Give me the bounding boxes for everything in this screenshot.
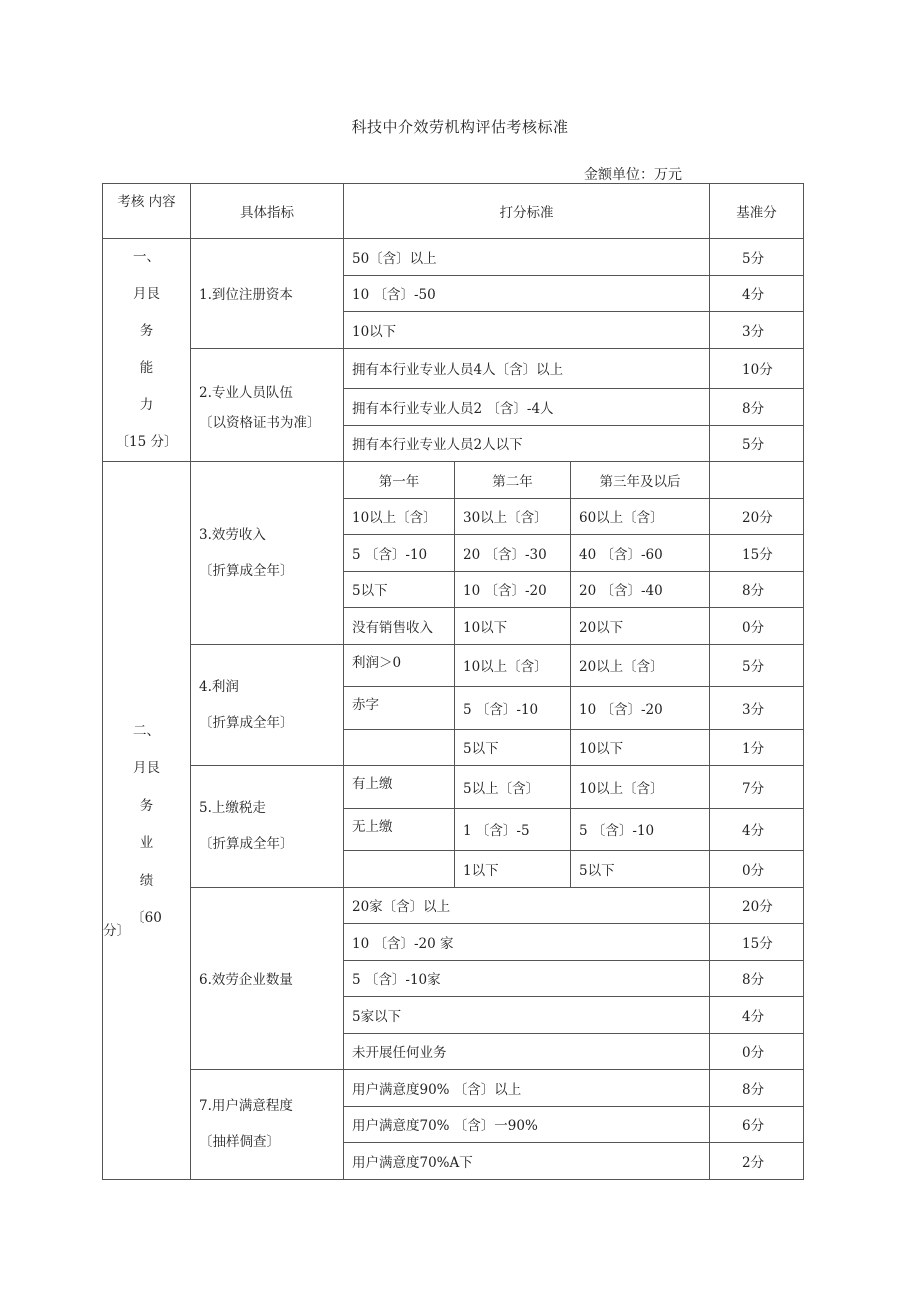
table-row	[103, 239, 804, 276]
year2-cell: 5以下	[455, 729, 571, 766]
indicator-name: 3.效劳收入	[199, 526, 266, 543]
standard-cell: 用户满意度70% 〔含〕一90%	[344, 1106, 710, 1143]
score-cell: 0分	[710, 851, 804, 888]
category-line: 分〕	[103, 922, 130, 939]
indicator-note: 〔以资格证书为准〕	[199, 414, 321, 431]
score-cell: 3分	[710, 312, 804, 349]
year-header-3: 第三年及以后	[571, 462, 710, 499]
score-cell: 8分	[710, 571, 804, 608]
year3-cell: 20以上〔含〕	[571, 644, 710, 687]
indicator-name: 5.上缴税走	[199, 800, 266, 817]
header-indicator: 具体指标	[191, 184, 344, 239]
evaluation-table	[102, 183, 804, 1180]
table-row	[103, 887, 804, 924]
year1-cell: 5以下	[344, 571, 455, 608]
standard-cell: 10 〔含〕-20 家	[344, 924, 710, 961]
score-cell: 3分	[710, 687, 804, 730]
indicator-name: 4.利润	[199, 678, 239, 695]
score-cell: 5分	[710, 425, 804, 462]
score-cell: 1分	[710, 729, 804, 766]
indicator-name: 2.专业人员队伍	[199, 384, 293, 401]
standard-cell: 未开展任何业务	[344, 1033, 710, 1070]
year3-cell: 20 〔含〕-40	[571, 571, 710, 608]
score-cell: 2分	[710, 1143, 804, 1180]
score-cell: 10分	[710, 348, 804, 389]
year2-cell: 30以上〔含〕	[455, 498, 571, 535]
category-line: 一、	[133, 249, 160, 265]
standard-cell: 5家以下	[344, 997, 710, 1034]
year1-cell: 没有销售收入	[344, 608, 455, 645]
standard-cell: 拥有本行业专业人员4人〔含〕以上	[344, 348, 710, 389]
year3-cell: 40 〔含〕-60	[571, 535, 710, 572]
header-standard: 打分标准	[344, 184, 710, 239]
score-cell-empty	[710, 462, 804, 499]
category-line: 月艮	[133, 286, 160, 302]
indicator-note: 〔折算成全年〕	[199, 714, 294, 731]
amount-unit-label: 金额单位：万元	[584, 167, 682, 183]
score-cell: 8分	[710, 960, 804, 997]
condition-cell-empty	[344, 729, 455, 766]
score-cell: 15分	[710, 535, 804, 572]
standard-cell: 用户满意度70%A下	[344, 1143, 710, 1180]
indicator-professional-staff	[191, 348, 344, 462]
header-content: 考核 内容	[103, 184, 191, 239]
year3-cell: 10 〔含〕-20	[571, 687, 710, 730]
standard-cell: 10以下	[344, 312, 710, 349]
year3-cell: 10以下	[571, 729, 710, 766]
year3-cell: 10以上〔含〕	[571, 766, 710, 809]
category-line: 务	[139, 323, 154, 339]
category-line: 绩	[139, 872, 154, 889]
indicator-name: 7.用户满意程度	[199, 1098, 293, 1115]
condition-cell: 赤字	[344, 687, 455, 730]
category-line: 〔60	[131, 910, 162, 927]
category-service-capacity	[103, 239, 191, 462]
year2-cell: 1 〔含〕-5	[455, 808, 571, 851]
indicator-service-income	[191, 462, 344, 645]
year2-cell: 5以上〔含〕	[455, 766, 571, 809]
category-line: 力	[139, 397, 154, 413]
score-cell: 0分	[710, 608, 804, 645]
condition-cell: 利润＞0	[344, 644, 455, 687]
score-cell: 5分	[710, 644, 804, 687]
category-line: 二、	[133, 722, 160, 739]
score-cell: 0分	[710, 1033, 804, 1070]
table-row	[103, 348, 804, 389]
year1-cell: 5 〔含〕-10	[344, 535, 455, 572]
standard-cell: 50〔含〕以上	[344, 239, 710, 276]
score-cell: 8分	[710, 389, 804, 426]
score-cell: 20分	[710, 887, 804, 924]
year3-cell: 20以下	[571, 608, 710, 645]
table-row	[103, 462, 804, 499]
table-row	[103, 766, 804, 809]
standard-cell: 20家〔含〕以上	[344, 887, 710, 924]
category-service-performance	[103, 462, 191, 1180]
standard-cell: 拥有本行业专业人员2 〔含〕-4人	[344, 389, 710, 426]
table-row	[103, 644, 804, 687]
score-cell: 6分	[710, 1106, 804, 1143]
category-line: 业	[139, 835, 154, 852]
condition-cell: 有上缴	[344, 766, 455, 809]
year-header-1: 第一年	[344, 462, 455, 499]
standard-cell: 5 〔含〕-10家	[344, 960, 710, 997]
indicator-profit	[191, 644, 344, 766]
score-cell: 8分	[710, 1070, 804, 1107]
indicator-tax-paid	[191, 766, 344, 888]
year3-cell: 5 〔含〕-10	[571, 808, 710, 851]
category-line: 月艮	[133, 760, 160, 777]
table-row	[103, 1070, 804, 1107]
indicator-client-count: 6.效劳企业数量	[191, 887, 344, 1070]
score-cell: 4分	[710, 997, 804, 1034]
condition-cell: 无上缴	[344, 808, 455, 851]
score-cell: 20分	[710, 498, 804, 535]
standard-cell: 拥有本行业专业人员2人以下	[344, 425, 710, 462]
year2-cell: 10以上〔含〕	[455, 644, 571, 687]
standard-cell: 10 〔含〕-50	[344, 275, 710, 312]
year3-cell: 5以下	[571, 851, 710, 888]
year3-cell: 60以上〔含〕	[571, 498, 710, 535]
year2-cell: 10以下	[455, 608, 571, 645]
condition-cell-empty	[344, 851, 455, 888]
score-cell: 7分	[710, 766, 804, 809]
indicator-note: 〔折算成全年〕	[199, 836, 294, 853]
page-title: 科技中介效劳机构评估考核标准	[351, 118, 569, 136]
indicator-user-satisfaction	[191, 1070, 344, 1180]
year-header-2: 第二年	[455, 462, 571, 499]
category-line: 〔15 分〕	[115, 434, 178, 450]
score-cell: 4分	[710, 275, 804, 312]
year2-cell: 1以下	[455, 851, 571, 888]
score-cell: 15分	[710, 924, 804, 961]
year1-cell: 10以上〔含〕	[344, 498, 455, 535]
standard-cell: 用户满意度90% 〔含〕以上	[344, 1070, 710, 1107]
category-line: 能	[139, 360, 154, 376]
indicator-note: 〔折算成全年〕	[199, 562, 294, 579]
indicator-note: 〔抽样倜查〕	[199, 1134, 280, 1151]
year2-cell: 5 〔含〕-10	[455, 687, 571, 730]
table-header-row	[103, 184, 804, 239]
score-cell: 4分	[710, 808, 804, 851]
header-score: 基准分	[710, 184, 804, 239]
year2-cell: 10 〔含〕-20	[455, 571, 571, 608]
category-line: 务	[139, 797, 154, 814]
year2-cell: 20 〔含〕-30	[455, 535, 571, 572]
score-cell: 5分	[710, 239, 804, 276]
indicator-registered-capital: 1.到位注册资本	[191, 239, 344, 349]
